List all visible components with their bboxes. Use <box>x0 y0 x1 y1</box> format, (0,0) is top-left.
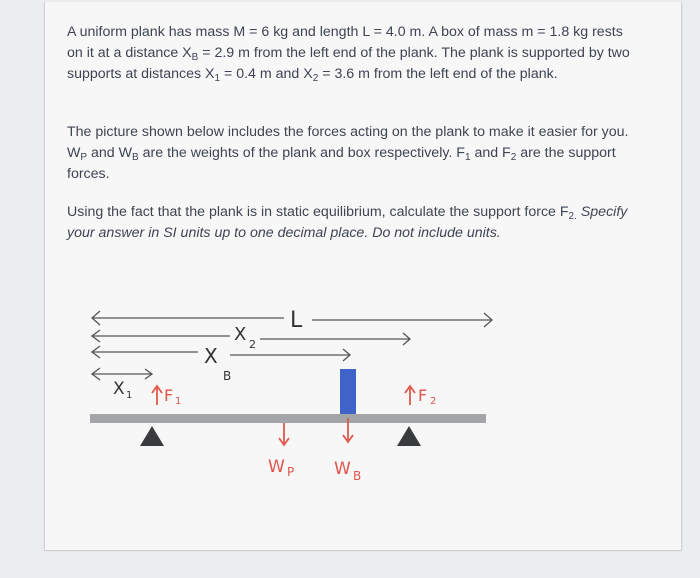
x1-label: X <box>113 379 125 399</box>
x2-label: X <box>234 324 247 345</box>
f1-label: F <box>164 386 174 405</box>
f1-subscript: 1 <box>175 396 182 407</box>
text: = 2.9 m from the left end of the plank. The plank is supported by two supports at distances X <box>67 45 630 82</box>
left-support <box>140 426 164 446</box>
xb-subscript: B <box>223 369 232 383</box>
plank <box>90 414 486 423</box>
length-label: L <box>290 308 303 333</box>
text: are the support forces. <box>67 145 616 182</box>
text: Using the fact that the plank is in static equilibrium, calculate the support force F <box>67 204 569 220</box>
subscript: 1 <box>464 152 471 163</box>
text: = 3.6 m from the left end of the plank. <box>318 66 558 82</box>
xb-label: X <box>204 344 218 368</box>
subscript: B <box>191 52 199 63</box>
text: The picture shown below includes the forces acting on the plank to make it easier for you. W <box>67 124 629 161</box>
instruction-italic: Specify your answer in SI units up to one decimal place. Do not include units. <box>67 204 628 241</box>
wp-label: W <box>268 457 285 477</box>
text: and W <box>87 145 133 161</box>
wp-subscript: P <box>287 465 295 479</box>
text: A uniform plank has mass M = 6 kg and length L = 4.0 m. A box of mass m = 1.8 kg rests on it at a distance X <box>67 24 623 61</box>
box <box>340 369 356 414</box>
right-support <box>397 426 421 446</box>
text: are the weights of the plank and box respectively. F <box>138 145 465 161</box>
wb-label: W <box>334 459 351 479</box>
subscript: 2 <box>312 73 319 84</box>
text: and F <box>470 145 511 161</box>
wb-subscript: B <box>353 469 362 483</box>
x1-subscript: 1 <box>126 390 133 401</box>
f2-subscript: 2 <box>430 396 437 407</box>
subscript: P <box>80 152 88 163</box>
subscript: 2. <box>568 211 577 222</box>
x2-subscript: 2 <box>249 338 256 351</box>
subscript: B <box>132 152 139 163</box>
f2-label: F <box>418 386 428 405</box>
text: = 0.4 m and X <box>220 66 313 82</box>
subscript: 2 <box>510 152 517 163</box>
subscript: 1 <box>214 73 221 84</box>
